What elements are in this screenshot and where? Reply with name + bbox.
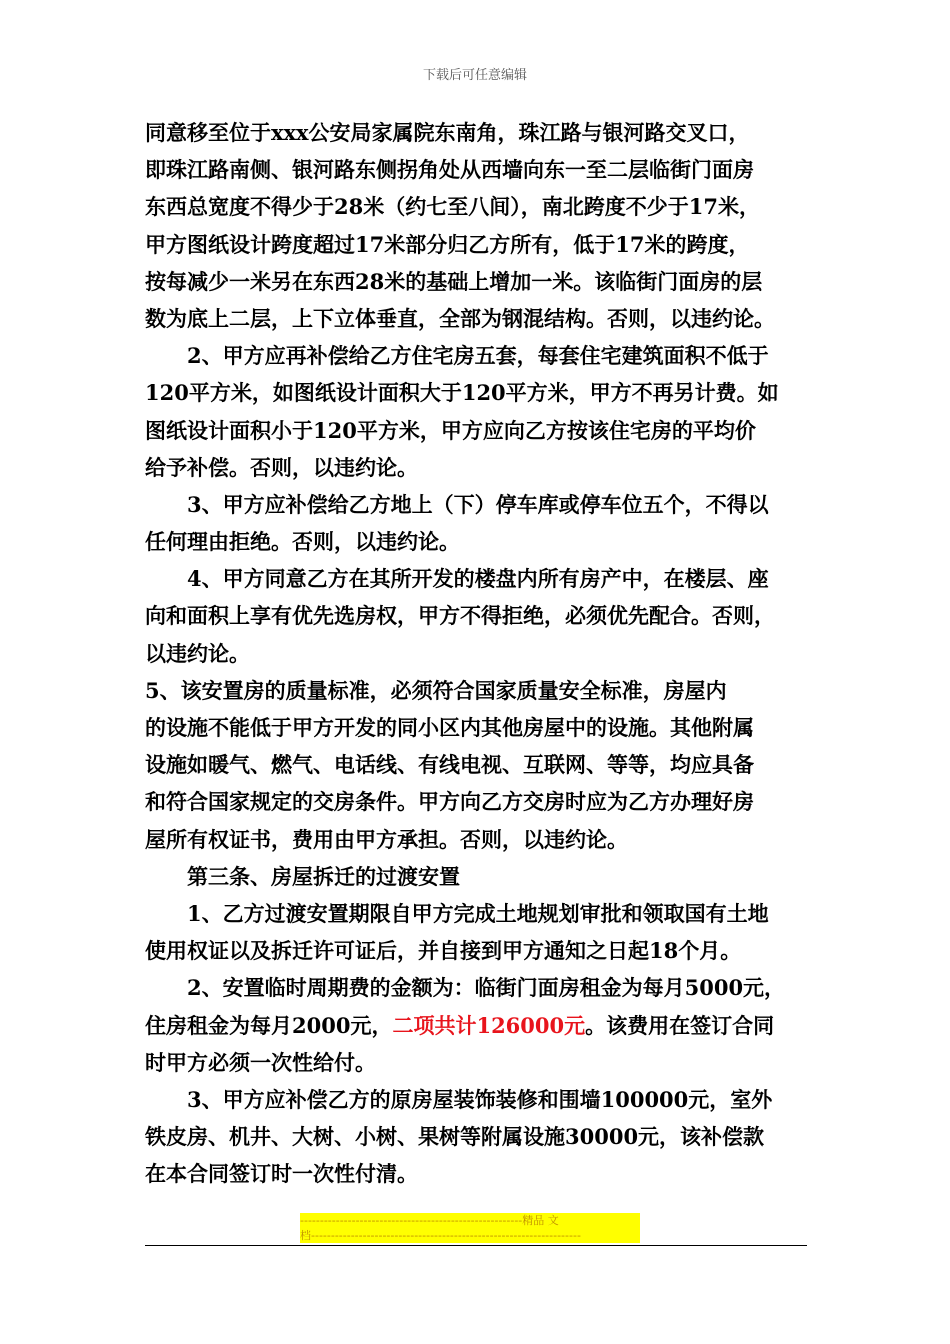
text-line: 即珠江路南侧、银河路东侧拐角处从西墙向东一至二层临街门面房	[145, 157, 754, 183]
footer-divider	[145, 1245, 807, 1246]
text-line: 120平方米，如图纸设计面积大于120平方米，甲方不再另计费。如	[145, 380, 779, 406]
footer-line-2: 档--------------------------------------------------------------------	[300, 1229, 581, 1242]
text-line: 2、安置临时周期费的金额为：临街门面房租金为每月5000元，	[187, 975, 786, 1001]
text-line-highlight	[145, 1007, 810, 1044]
text-line: 3、甲方应补偿乙方的原房屋装饰装修和围墙100000元，室外	[187, 1086, 773, 1112]
text-line: 的设施不能低于甲方开发的同小区内其他房屋中的设施。其他附属	[145, 715, 754, 740]
page-header: 下载后可任意编辑	[422, 68, 527, 83]
text-line: 任何理由拒绝。否则，以违约论。	[145, 529, 460, 555]
text-segment: 住房租金为每月2000元，	[145, 1012, 393, 1038]
footer-line-1: --------------------------------------------------------精品 文	[300, 1214, 559, 1227]
text-line: 向和面积上享有优先选房权，甲方不得拒绝，必须优先配合。否则，	[145, 603, 775, 629]
text-line: 同意移至位于xxx公安局家属院东南角，珠江路与银河路交叉口，	[145, 120, 750, 145]
text-line: 5、该安置房的质量标准，必须符合国家质量安全标准，房屋内	[145, 677, 727, 703]
text-line: 在本合同签订时一次性付清。	[145, 1161, 418, 1187]
text-line: 铁皮房、机井、大树、小树、果树等附属设施30000元，该补偿款	[145, 1124, 765, 1150]
text-line: 数为底上二层，上下立体垂直，全部为钢混结构。否则，以违约论。	[145, 305, 775, 331]
text-segment: 。该费用在签订合同	[585, 1012, 775, 1038]
text-line: 屋所有权证书，费用由甲方承担。否则，以违约论。	[145, 826, 628, 852]
text-line: 3、甲方应补偿给乙方地上（下）停车库或停车位五个，不得以	[187, 491, 769, 517]
text-line: 图纸设计面积小于120平方米，甲方应向乙方按该住宅房的平均价	[145, 417, 756, 443]
text-line: 甲方图纸设计跨度超过17米部分归乙方所有，低于17米的跨度，	[145, 231, 750, 257]
text-line: 使用权证以及拆迁许可证后，并自接到甲方通知之日起18个月。	[145, 938, 742, 964]
text-line: 东西总宽度不得少于28米（约七至八间），南北跨度不少于17米，	[145, 194, 760, 220]
text-line: 第三条、房屋拆迁的过渡安置	[187, 863, 460, 889]
text-line: 以违约论。	[145, 640, 250, 666]
text-line: 给予补偿。否则，以违约论。	[145, 454, 418, 480]
text-line: 1、乙方过渡安置期限自甲方完成土地规划审批和领取国有土地	[187, 900, 769, 926]
text-line: 4、甲方同意乙方在其所开发的楼盘内所有房产中，在楼层、座	[187, 566, 769, 592]
text-line: 按每减少一米另在东西28米的基础上增加一米。该临街门面房的层	[145, 268, 763, 294]
footer-banner	[300, 1213, 640, 1243]
text-line: 和符合国家规定的交房条件。甲方向乙方交房时应为乙方办理好房	[145, 789, 754, 815]
text-line: 时甲方必须一次性给付。	[145, 1049, 376, 1075]
document-body	[145, 114, 810, 1192]
text-line: 2、甲方应再补偿给乙方住宅房五套，每套住宅建筑面积不低于	[187, 343, 769, 369]
highlighted-total: 二项共计126000元	[392, 1012, 586, 1038]
text-line: 设施如暖气、燃气、电话线、有线电视、互联网、等等，均应具备	[145, 752, 754, 778]
